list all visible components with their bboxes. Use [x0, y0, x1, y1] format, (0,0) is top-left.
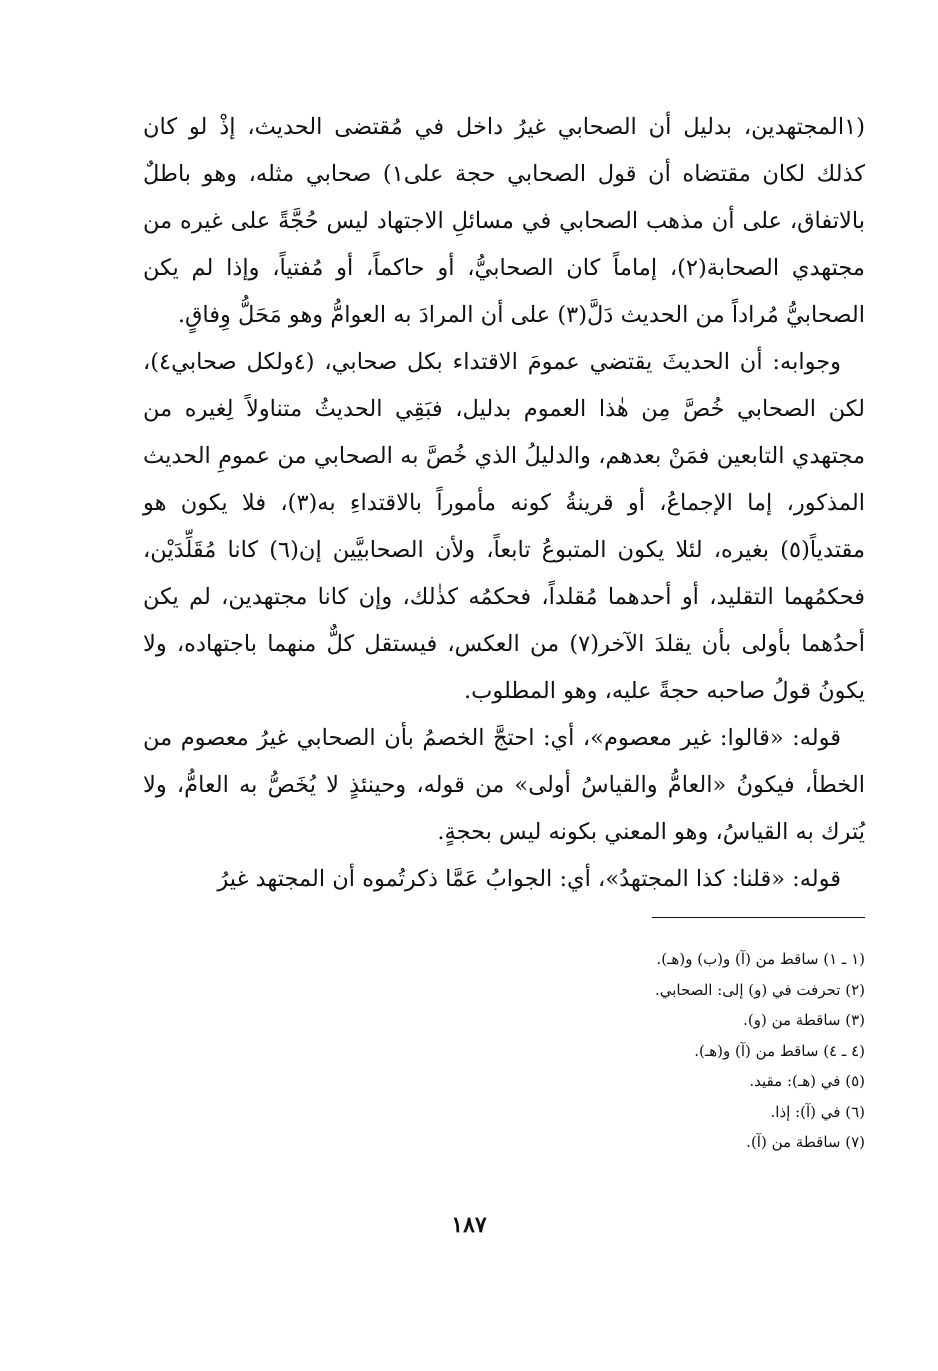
footnote-5: (٥) في (هـ): مقيد.	[749, 1072, 865, 1090]
footnote-1: (١ ـ ١) ساقط من (آ) و(ب) و(هـ).	[656, 950, 865, 968]
footnote-separator	[652, 917, 865, 918]
paragraph-2: وجوابه: أن الحديثَ يقتضي عمومَ الاقتداء بكل صحابي، (٤ولكل صحابي٤)، لكن الصحابي خُصَّ مِن هٰذا العموم بدليل، فبَقِي الحديثُ متناولاً لِغيره من مجتهدي التابعين فمَنْ بعدهم، والدليلُ الذي خُصَّ به الصحابي من عمومِ الحديث المذكور، إما الإجماعُ، أو قرينةُ كونه مأموراً بالاقتداءِ به(٣)، فلا يكون هو مقتدياً(٥) بغيره، لئلا يكون المتبوعُ تابعاً، ولأن الصحابيَّين إن(٦) كانا مُقَلِّدَيْن، فحكمُهما التقليد، أو أحدهما مُقلداً، فحكمُه كذٰلك، وإن كانا مجتهدين، لم يكن أحدُهما بأولى بأن يقلدَ الآخر(٧) من العكس، فيستقل كلٌّ منهما باجتهاده، ولا يكونُ قولُ صاحبه حجةً عليه، وهو المطلوب.	[143, 349, 865, 704]
footnote-6: (٦) في (آ): إذا.	[770, 1102, 865, 1121]
footnote-7: (٧) ساقطة من (آ).	[746, 1133, 865, 1151]
footnote-3: (٣) ساقطة من (و).	[743, 1011, 865, 1029]
footnote-4: (٤ ـ ٤) ساقط من (آ) و(هـ).	[694, 1041, 865, 1060]
footnotes	[400, 944, 865, 1158]
paragraph-1: (١المجتهدين، بدليل أن الصحابي غيرُ داخل في مُقتضى الحديث، إذْ لو كان كذلك لكان مقتضاه أن قول الصحابي حجة على١) صحابي مثله، وهو باطلٌ بالاتفاق، على أن مذهب الصحابي في مسائلِ الاجتهاد ليس حُجَّةً على غيره من مجتهدي الصحابة(٢)، إماماً كان الصحابيُّ، أو حاكماً، أو مُفتياً، وإذا لم يكن الصحابيُّ مُراداً من الحديث دَلَّ(٣) على أن المرادَ به العوامُّ وهو مَحَلُّ وِفاقٍ.	[143, 114, 865, 328]
paragraph-3: قوله: «قالوا: غير معصوم»، أي: احتجَّ الخصمُ بأن الصحابي غيرُ معصوم من الخطأ، فيكونُ «العامُّ والقياسُ أولى» من قوله، وحينئذٍ لا يُخَصُّ به العامُّ، ولا يُترك به القياسُ، وهو المعني بكونه ليس بحجةٍ.	[143, 725, 865, 845]
main-text-block	[143, 104, 865, 903]
footnote-2: (٢) تحرفت في (و) إلى: الصحابي.	[654, 980, 865, 999]
page-number: ١٨٧	[451, 1212, 487, 1238]
paragraph-4: قوله: «قلنا: كذا المجتهدُ»، أي: الجوابُ عَمَّا ذكرتُموه أن المجتهد غيرُ	[217, 866, 841, 892]
